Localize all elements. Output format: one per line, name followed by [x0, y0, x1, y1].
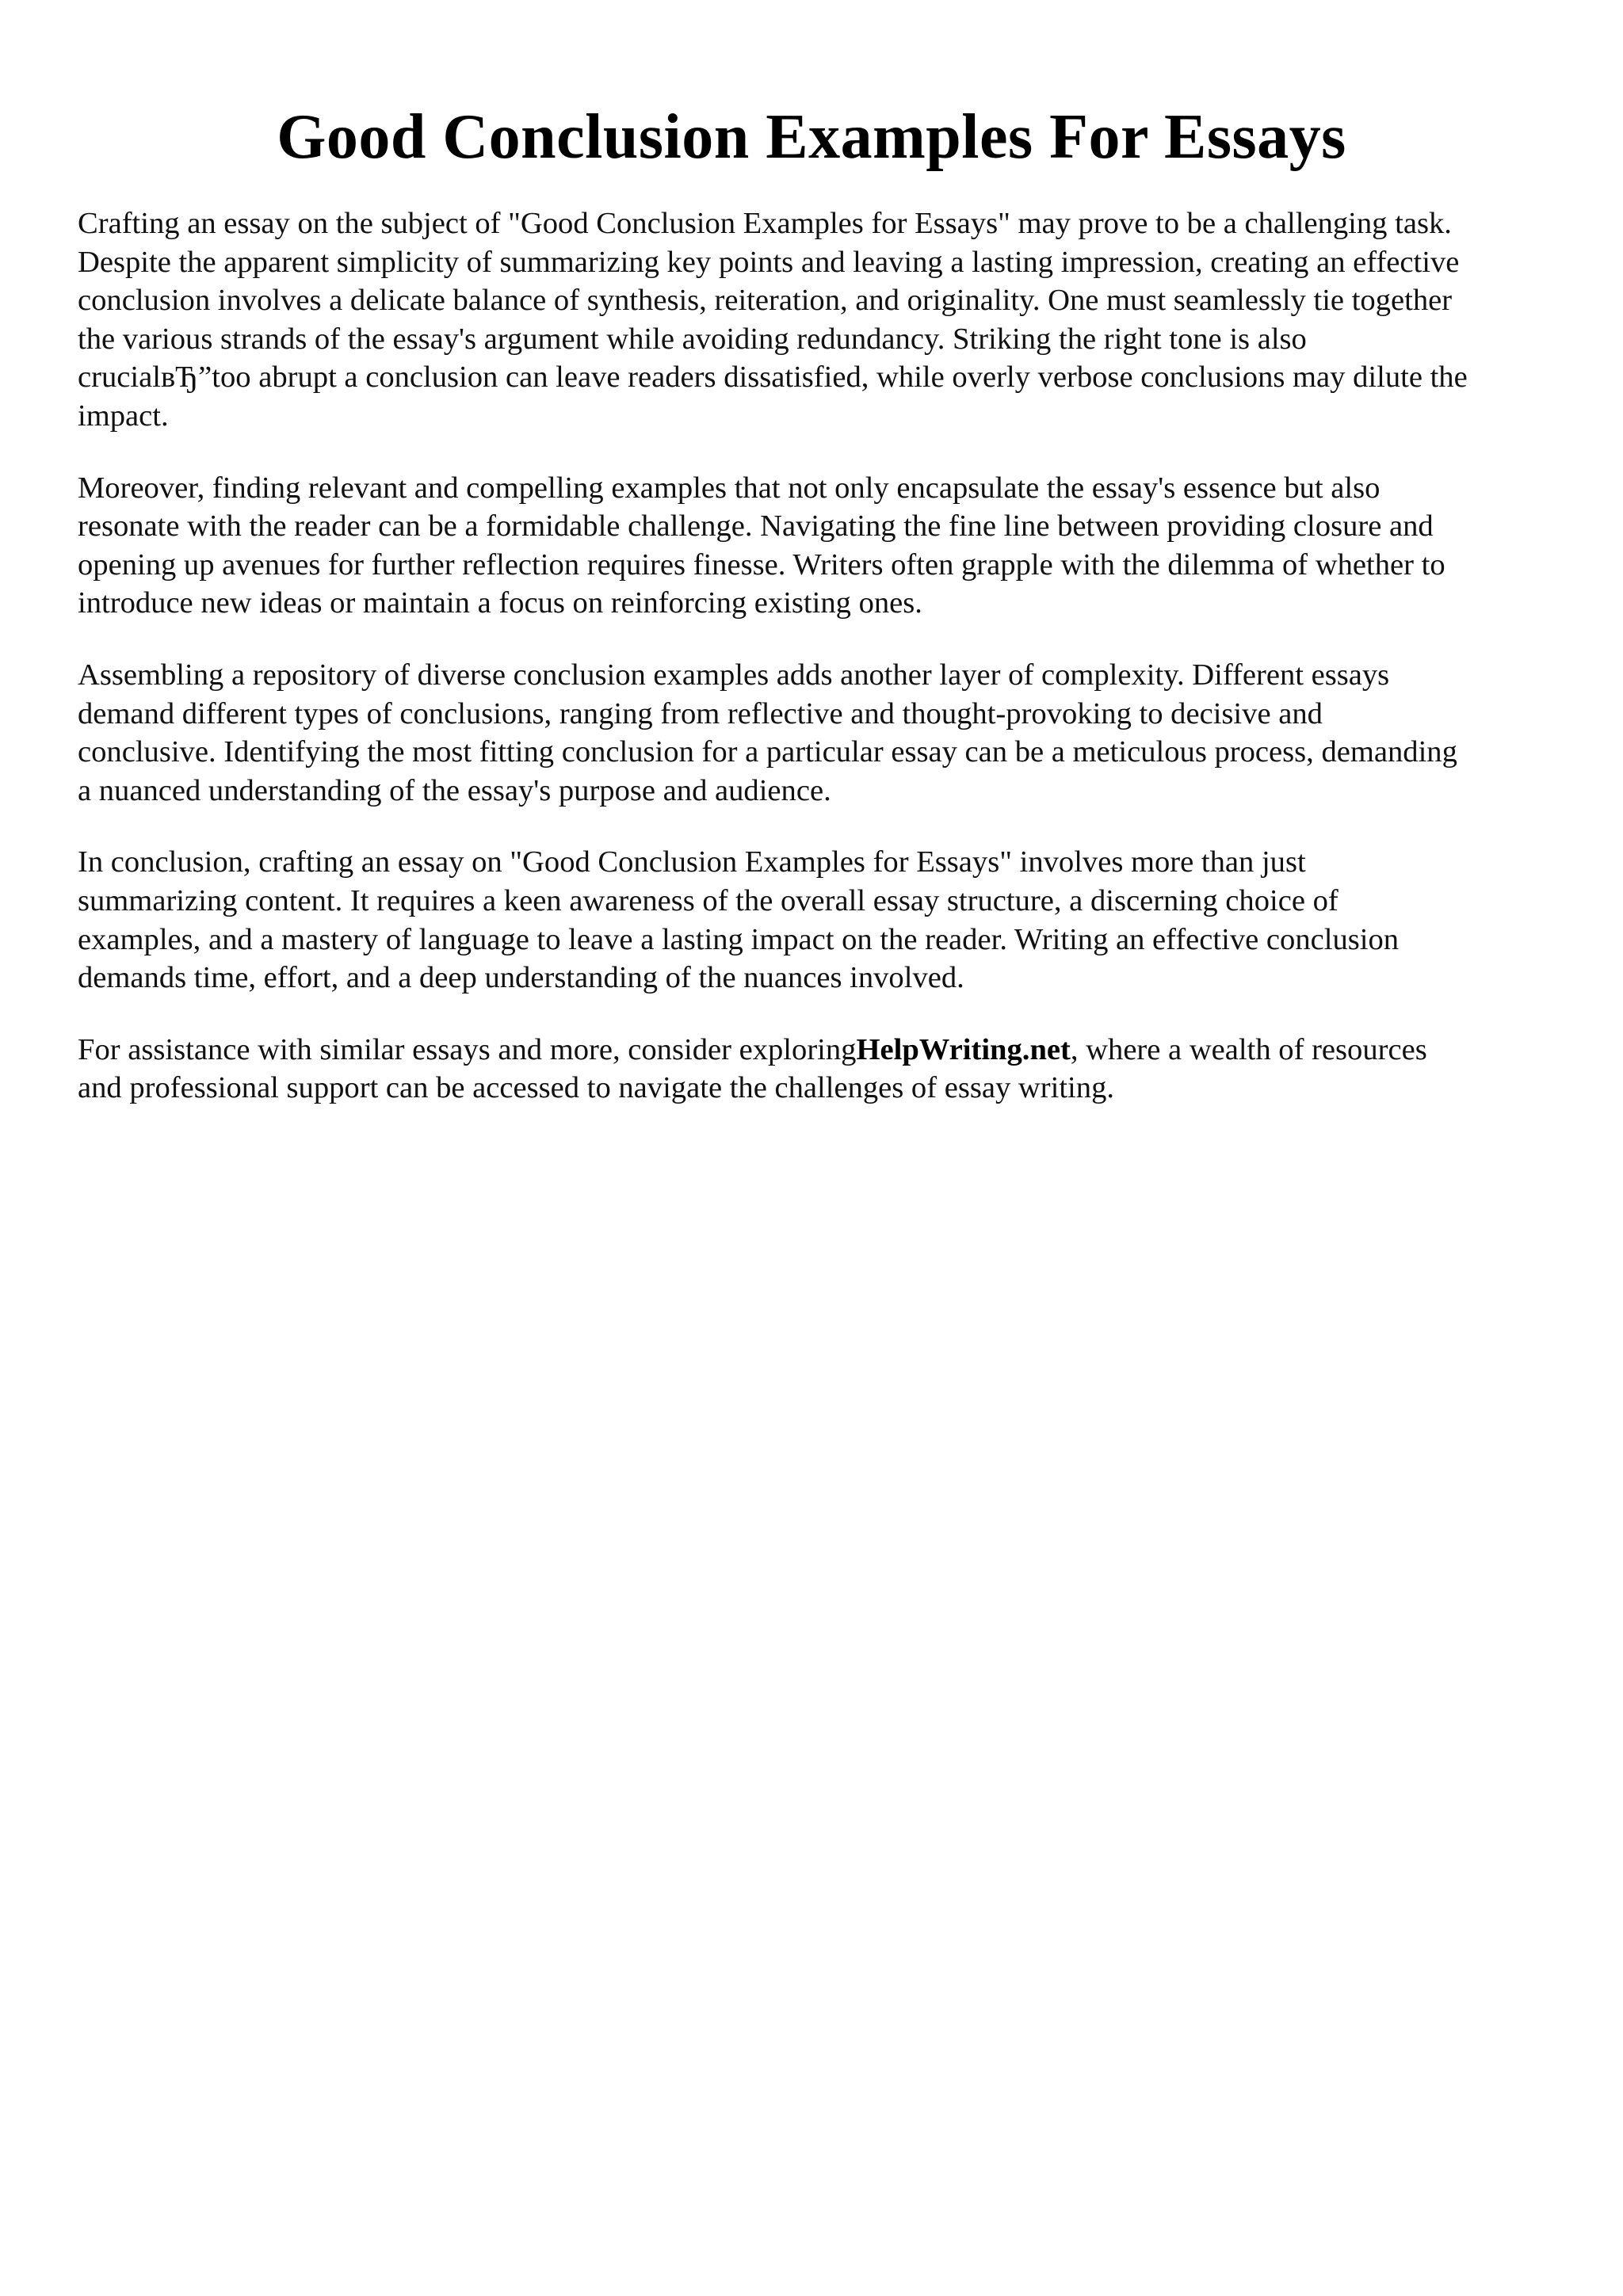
paragraph-line: and professional support can be accessed to navigate the challenges of essay writing. [78, 1071, 1115, 1105]
paragraph-line: Despite the apparent simplicity of summarizing key points and leaving a lasting impression, creating an effective [78, 245, 1460, 279]
paragraph-line: crucialвЂ”too abrupt a conclusion can leave readers dissatisfied, while overly verbose conclusions may dilute the [78, 360, 1468, 395]
paragraph-line [78, 1031, 1575, 1070]
document-body [78, 204, 1575, 1141]
paragraph-line: Moreover, finding relevant and compelling examples that not only encapsulate the essay's essence but also [78, 471, 1381, 505]
paragraph-text: For assistance with similar essays and more, consider exploring [78, 1032, 857, 1066]
paragraph-line: examples, and a mastery of language to leave a lasting impact on the reader. Writing an effective conclusion [78, 922, 1400, 956]
paragraph-line: summarizing content. It requires a keen awareness of the overall essay structure, a discerning choice of [78, 883, 1338, 917]
paragraph-line: introduce new ideas or maintain a focus on reinforcing existing ones. [78, 586, 922, 620]
paragraph-4 [78, 843, 1575, 997]
paragraph-line: In conclusion, crafting an essay on "Good Conclusion Examples for Essays" involves more than just [78, 845, 1306, 879]
paragraph-line: opening up avenues for further reflection requires finesse. Writers often grapple with the dilemma of whether to [78, 547, 1445, 582]
paragraph-1 [78, 204, 1575, 436]
helpwriting-link[interactable]: HelpWriting.net [856, 1032, 1071, 1066]
paragraph-line: a nuanced understanding of the essay's purpose and audience. [78, 773, 831, 807]
paragraph-5 [78, 1031, 1575, 1108]
paragraph-2 [78, 469, 1575, 623]
paragraph-line: Assembling a repository of diverse conclusion examples adds another layer of complexity. Different essays [78, 658, 1390, 692]
paragraph-line: the various strands of the essay's argument while avoiding redundancy. Striking the right tone is also [78, 322, 1307, 356]
paragraph-line: demands time, effort, and a deep understanding of the nuances involved. [78, 961, 964, 995]
paragraph-line: conclusive. Identifying the most fitting conclusion for a particular essay can be a meticulous process, demanding [78, 735, 1457, 769]
paragraph-line: conclusion involves a delicate balance of synthesis, reiteration, and originality. One must seamlessly tie together [78, 284, 1453, 318]
paragraph-line: impact. [78, 399, 169, 433]
document-title: Good Conclusion Examples For Essays [277, 102, 1346, 172]
paragraph-line: Crafting an essay on the subject of "Good Conclusion Examples for Essays" may prove to be a challenging task. [78, 207, 1452, 240]
paragraph-3 [78, 656, 1575, 810]
paragraph-line: resonate with the reader can be a formidable challenge. Navigating the fine line between providing closure and [78, 509, 1434, 543]
paragraph-text: , where a wealth of resources [1070, 1032, 1427, 1066]
paragraph-line: demand different types of conclusions, ranging from reflective and thought-provoking to decisive and [78, 696, 1323, 730]
